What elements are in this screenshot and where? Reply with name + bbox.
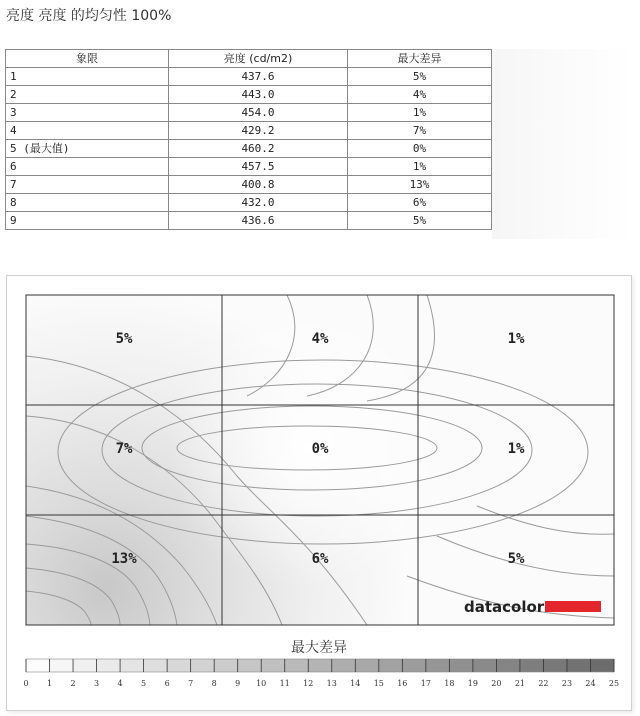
legend-swatch <box>473 659 497 672</box>
zone-label: 4% <box>311 331 329 347</box>
legend-tick-label: 12 <box>303 679 314 688</box>
legend-tick-label: 5 <box>141 679 147 688</box>
table-row <box>6 86 492 104</box>
cell-max-diff: 6% <box>348 194 492 212</box>
legend-tick-label: 19 <box>467 679 478 688</box>
zone-label: 1% <box>507 331 525 347</box>
zone-label: 1% <box>507 441 525 457</box>
cell-quadrant: 5 (最大值) <box>6 140 169 158</box>
legend-swatch <box>567 659 591 672</box>
cell-max-diff: 5% <box>348 212 492 230</box>
cell-quadrant: 6 <box>6 158 169 176</box>
legend-tick-label: 22 <box>538 679 549 688</box>
table-row <box>6 68 492 86</box>
table-row <box>6 122 492 140</box>
legend-tick-label: 13 <box>326 679 337 688</box>
legend-tick-label: 9 <box>235 679 241 688</box>
legend-swatch <box>355 659 379 672</box>
legend-tick-label: 2 <box>70 679 76 688</box>
cell-quadrant: 7 <box>6 176 169 194</box>
legend-tick-label: 7 <box>188 679 194 688</box>
cell-luminance: 432.0 <box>169 194 348 212</box>
legend-swatch <box>26 659 50 672</box>
legend-scale <box>23 659 619 688</box>
legend-tick-label: 16 <box>397 679 408 688</box>
legend-tick-label: 21 <box>514 679 526 688</box>
cell-luminance: 457.5 <box>169 158 348 176</box>
cell-quadrant: 2 <box>6 86 169 104</box>
legend-tick-label: 4 <box>117 679 123 688</box>
legend-tick-label: 18 <box>444 679 455 688</box>
brand-text: datacolor <box>464 598 545 616</box>
brand-bar <box>545 601 601 612</box>
legend-swatch <box>496 659 520 672</box>
legend-swatch <box>261 659 285 672</box>
zone-label: 13% <box>111 551 137 567</box>
legend-tick-label: 24 <box>585 679 596 688</box>
legend-swatch <box>50 659 74 672</box>
legend-title: 最大差异 <box>291 640 347 656</box>
cell-luminance: 443.0 <box>169 86 348 104</box>
legend-swatch <box>308 659 332 672</box>
legend-tick-label: 20 <box>491 679 502 688</box>
zone-label: 5% <box>115 331 133 347</box>
legend-swatch <box>285 659 309 672</box>
table-header-row <box>6 50 492 68</box>
legend-tick-label: 17 <box>420 679 431 688</box>
legend-swatch <box>332 659 356 672</box>
cell-luminance: 400.8 <box>169 176 348 194</box>
cell-quadrant: 3 <box>6 104 169 122</box>
table-row <box>6 158 492 176</box>
legend-tick-label: 8 <box>211 679 217 688</box>
uniformity-heatmap <box>7 276 631 710</box>
legend-swatch <box>379 659 403 672</box>
cell-luminance: 429.2 <box>169 122 348 140</box>
legend-swatch <box>590 659 614 672</box>
legend-tick-label: 23 <box>561 679 573 688</box>
table-row <box>6 212 492 230</box>
uniformity-table <box>5 49 492 230</box>
legend-swatch <box>449 659 473 672</box>
legend-swatch <box>214 659 238 672</box>
cell-max-diff: 0% <box>348 140 492 158</box>
legend-tick-label: 10 <box>256 679 267 688</box>
legend-swatch <box>97 659 121 672</box>
zone-label: 6% <box>311 551 329 567</box>
cell-luminance: 436.6 <box>169 212 348 230</box>
cell-max-diff: 4% <box>348 86 492 104</box>
cell-quadrant: 9 <box>6 212 169 230</box>
zone-label: 7% <box>115 441 133 457</box>
uniformity-chart-panel <box>6 275 632 711</box>
legend-tick-label: 3 <box>94 679 100 688</box>
legend-swatch <box>191 659 215 672</box>
legend-tick-label: 1 <box>46 679 53 688</box>
legend-tick-label: 0 <box>23 679 29 688</box>
table-row <box>6 194 492 212</box>
page-title: 亮度 亮度 的均匀性 100% <box>6 8 172 24</box>
legend-swatch <box>402 659 426 672</box>
legend-swatch <box>144 659 168 672</box>
table-row <box>6 104 492 122</box>
cell-max-diff: 1% <box>348 104 492 122</box>
col-header-quadrant: 象限 <box>6 50 169 68</box>
legend-swatch <box>238 659 262 672</box>
zone-label: 5% <box>507 551 525 567</box>
cell-max-diff: 5% <box>348 68 492 86</box>
uniformity-table-wrap <box>5 49 492 230</box>
legend-swatch <box>73 659 97 672</box>
cell-luminance: 454.0 <box>169 104 348 122</box>
legend-swatch <box>120 659 144 672</box>
legend-tick-label: 11 <box>279 679 290 688</box>
table-row <box>6 176 492 194</box>
legend-tick-label: 15 <box>373 679 384 688</box>
col-header-max-diff: 最大差异 <box>348 50 492 68</box>
cell-max-diff: 13% <box>348 176 492 194</box>
cell-luminance: 437.6 <box>169 68 348 86</box>
cell-quadrant: 1 <box>6 68 169 86</box>
legend-tick-label: 6 <box>164 679 170 688</box>
table-row <box>6 140 492 158</box>
cell-quadrant: 8 <box>6 194 169 212</box>
legend-swatch <box>167 659 191 672</box>
legend-swatch <box>543 659 567 672</box>
cell-luminance: 460.2 <box>169 140 348 158</box>
cell-max-diff: 1% <box>348 158 492 176</box>
cell-quadrant: 4 <box>6 122 169 140</box>
table-shadow <box>492 49 632 239</box>
col-header-luminance: 亮度 (cd/m2) <box>169 50 348 68</box>
legend-swatch <box>520 659 544 672</box>
zone-label: 0% <box>311 441 329 457</box>
legend-swatch <box>426 659 450 672</box>
legend-tick-label: 14 <box>350 679 361 688</box>
cell-max-diff: 7% <box>348 122 492 140</box>
legend-tick-label: 25 <box>608 679 620 688</box>
